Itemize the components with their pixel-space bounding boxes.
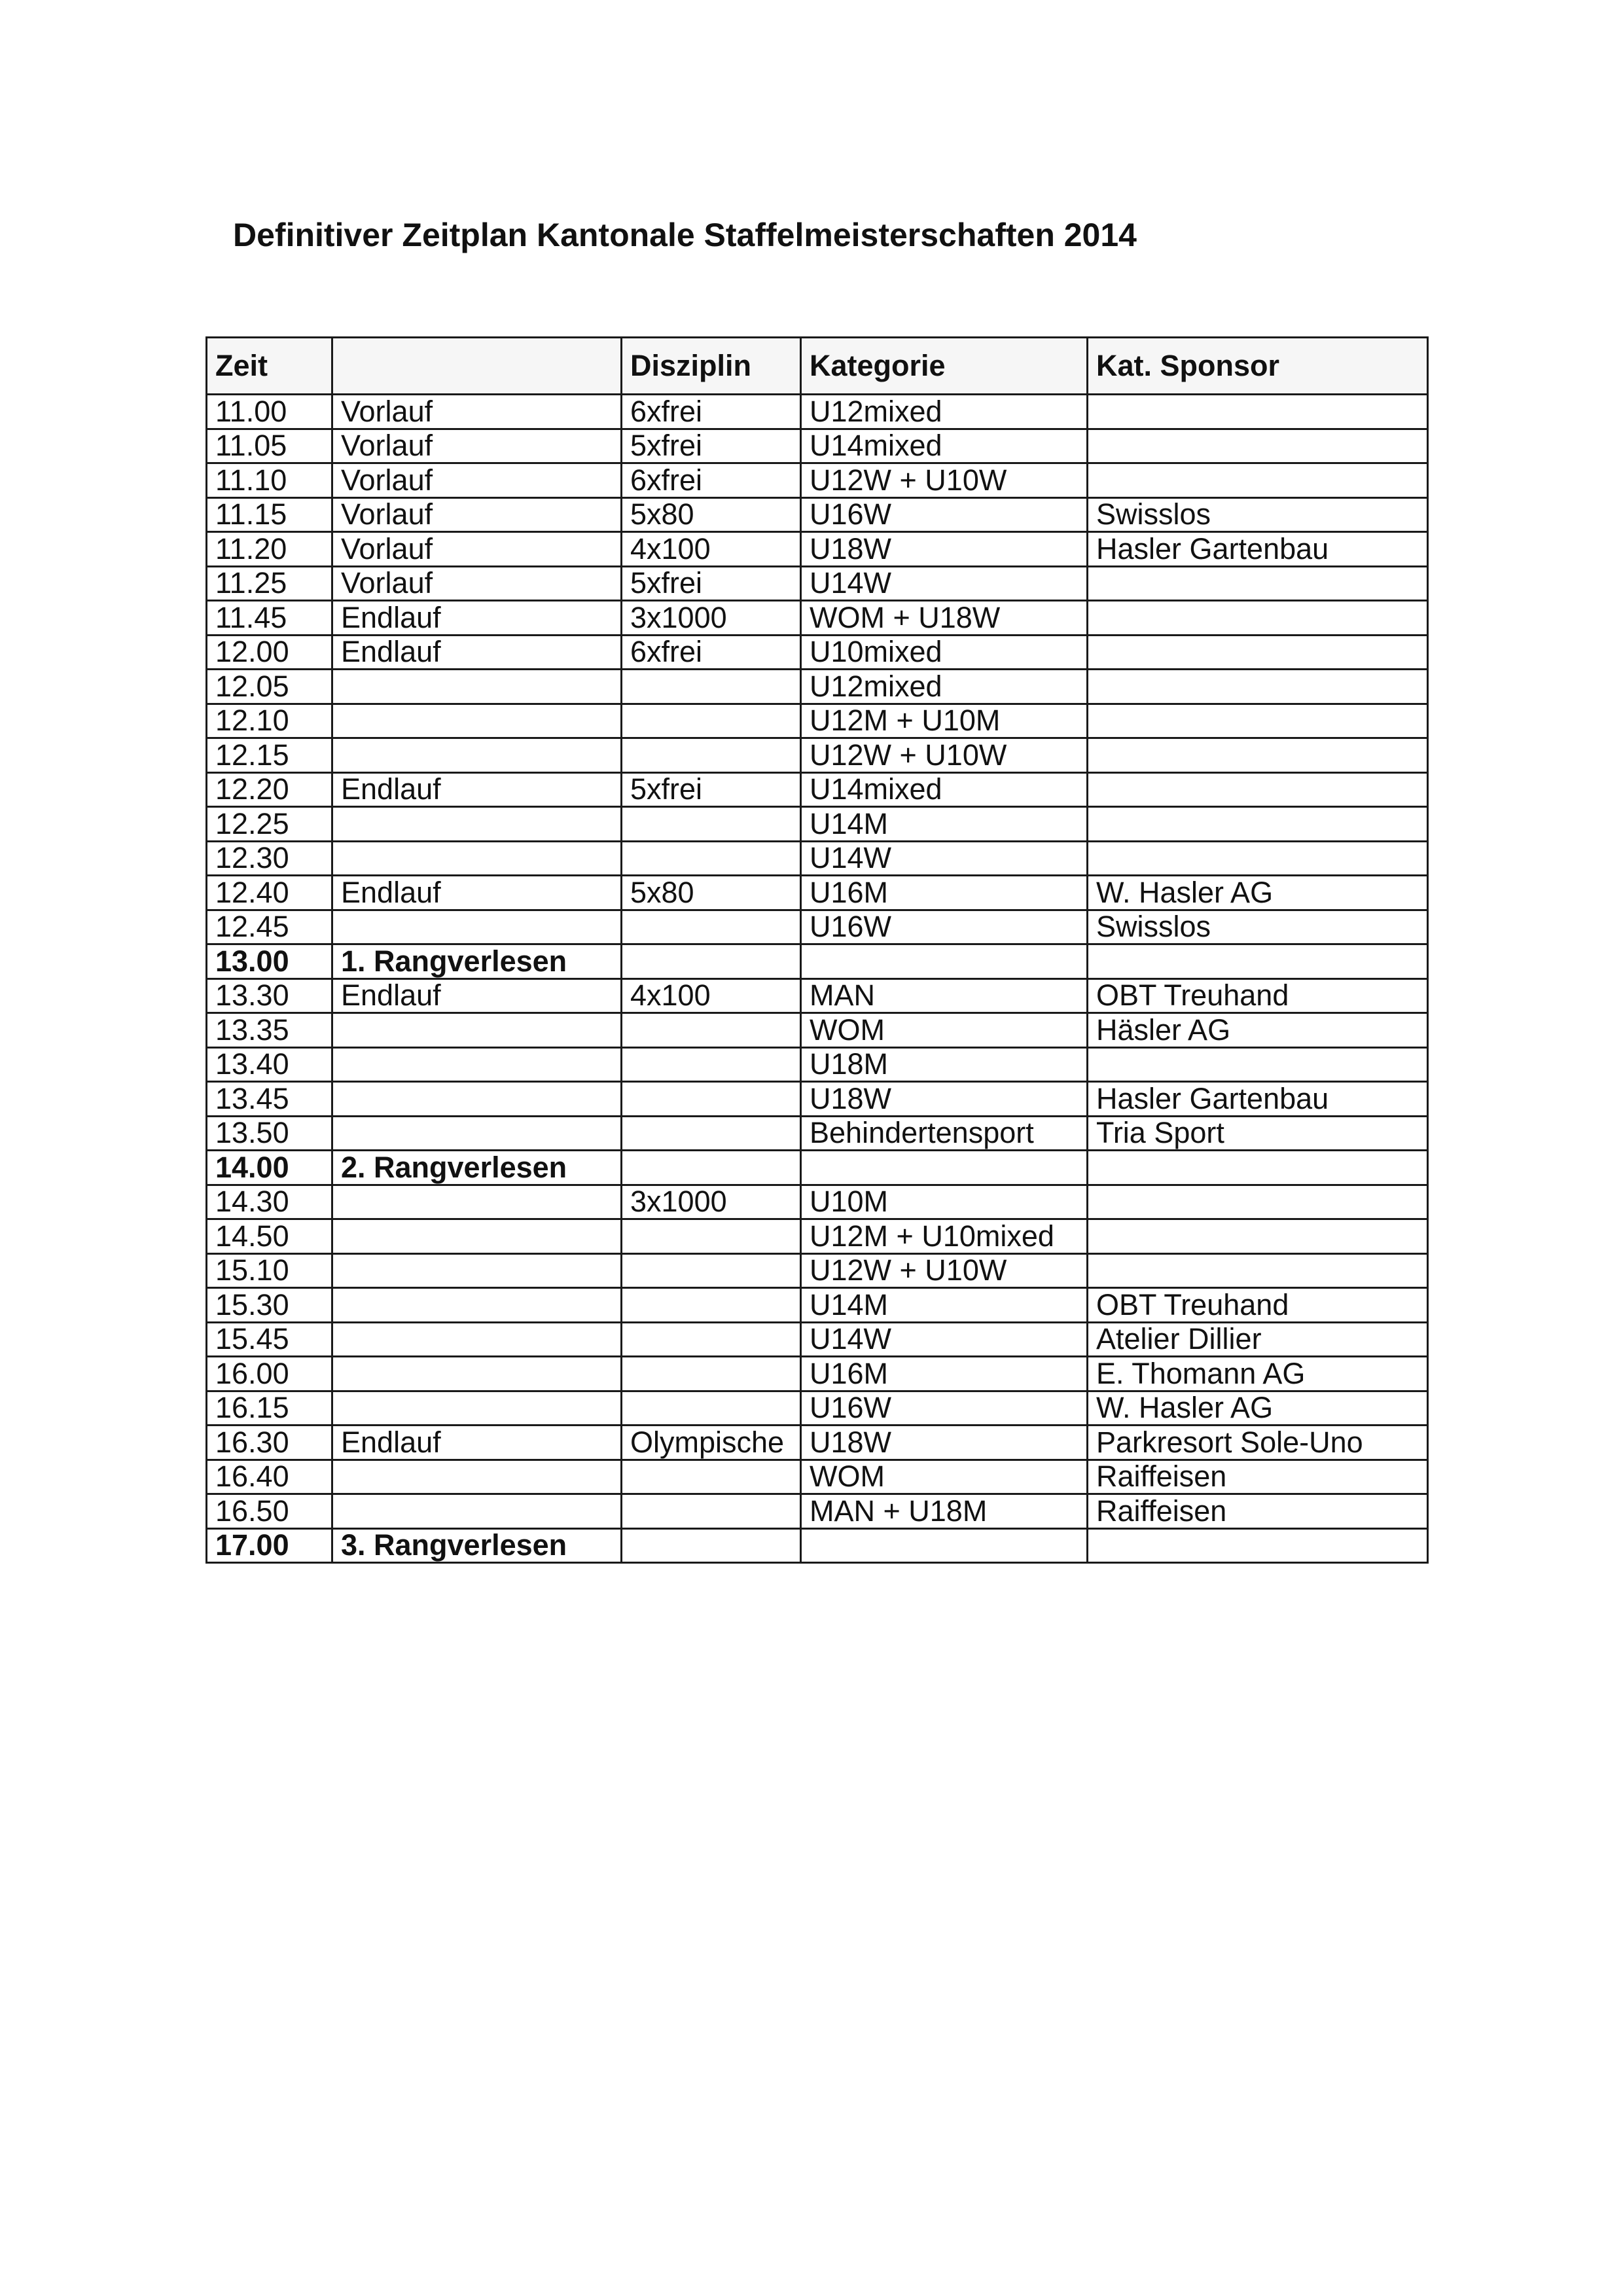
cell-zeit: 12.05: [207, 670, 332, 704]
cell-kategorie: U12W + U10W: [801, 1253, 1088, 1288]
cell-sponsor: OBT Treuhand: [1088, 978, 1428, 1013]
cell-zeit: 11.00: [207, 395, 332, 429]
cell-kategorie: WOM: [801, 1460, 1088, 1494]
table-row: [207, 841, 1428, 876]
cell-zeit: 13.45: [207, 1082, 332, 1117]
cell-lauf: [332, 1253, 622, 1288]
cell-disziplin: Olympische: [622, 1426, 801, 1460]
cell-sponsor: [1088, 566, 1428, 601]
cell-sponsor: Tria Sport: [1088, 1116, 1428, 1151]
header-kategorie: Kategorie: [801, 338, 1088, 395]
cell-zeit: 14.00: [207, 1151, 332, 1185]
table-row: [207, 1151, 1428, 1185]
cell-zeit: 12.00: [207, 635, 332, 670]
cell-sponsor: [1088, 704, 1428, 738]
cell-disziplin: [622, 841, 801, 876]
cell-kategorie: U18W: [801, 1082, 1088, 1117]
cell-disziplin: 4x100: [622, 978, 801, 1013]
cell-sponsor: Häsler AG: [1088, 1013, 1428, 1048]
table-row: [207, 1460, 1428, 1494]
cell-zeit: 16.15: [207, 1391, 332, 1426]
cell-disziplin: [622, 1082, 801, 1117]
cell-sponsor: [1088, 1219, 1428, 1254]
table-row: [207, 1219, 1428, 1254]
cell-lauf: Vorlauf: [332, 463, 622, 498]
cell-zeit: 16.50: [207, 1494, 332, 1529]
cell-kategorie: U12M + U10M: [801, 704, 1088, 738]
cell-sponsor: [1088, 1528, 1428, 1563]
cell-kategorie: MAN: [801, 978, 1088, 1013]
cell-kategorie: U12mixed: [801, 670, 1088, 704]
table-row: [207, 704, 1428, 738]
cell-kategorie: U14W: [801, 1322, 1088, 1357]
header-zeit: Zeit: [207, 338, 332, 395]
schedule-table: [205, 336, 1429, 1564]
cell-lauf: Vorlauf: [332, 497, 622, 532]
cell-zeit: 11.25: [207, 566, 332, 601]
cell-zeit: 13.30: [207, 978, 332, 1013]
table-row: [207, 1253, 1428, 1288]
cell-zeit: 13.00: [207, 944, 332, 979]
cell-sponsor: OBT Treuhand: [1088, 1288, 1428, 1323]
cell-sponsor: Parkresort Sole-Uno: [1088, 1426, 1428, 1460]
table-row: [207, 1426, 1428, 1460]
cell-disziplin: [622, 1151, 801, 1185]
table-row: [207, 429, 1428, 463]
table-row: [207, 635, 1428, 670]
cell-lauf: [332, 1357, 622, 1391]
cell-kategorie: U12mixed: [801, 395, 1088, 429]
table-row: [207, 1116, 1428, 1151]
cell-lauf: Vorlauf: [332, 395, 622, 429]
cell-disziplin: 6xfrei: [622, 463, 801, 498]
cell-disziplin: [622, 1013, 801, 1048]
cell-lauf: [332, 807, 622, 842]
cell-sponsor: W. Hasler AG: [1088, 876, 1428, 910]
cell-lauf: [332, 1116, 622, 1151]
cell-kategorie: MAN + U18M: [801, 1494, 1088, 1529]
table-row: [207, 1391, 1428, 1426]
cell-disziplin: [622, 807, 801, 842]
schedule-table-header: [207, 338, 1428, 395]
table-row: [207, 497, 1428, 532]
cell-lauf: Vorlauf: [332, 532, 622, 567]
cell-zeit: 14.30: [207, 1185, 332, 1219]
cell-disziplin: [622, 1322, 801, 1357]
cell-lauf: [332, 841, 622, 876]
table-row: [207, 807, 1428, 842]
cell-lauf: Endlauf: [332, 635, 622, 670]
cell-sponsor: Swisslos: [1088, 910, 1428, 944]
table-row: [207, 772, 1428, 807]
cell-lauf: [332, 670, 622, 704]
cell-zeit: 12.10: [207, 704, 332, 738]
cell-sponsor: [1088, 1151, 1428, 1185]
cell-kategorie: U16W: [801, 910, 1088, 944]
cell-disziplin: [622, 1219, 801, 1254]
cell-disziplin: 6xfrei: [622, 395, 801, 429]
cell-lauf: 1. Rangverlesen: [332, 944, 622, 979]
cell-zeit: 12.30: [207, 841, 332, 876]
cell-disziplin: [622, 704, 801, 738]
table-row: [207, 1528, 1428, 1563]
cell-disziplin: 5x80: [622, 497, 801, 532]
table-row: [207, 1357, 1428, 1391]
cell-lauf: [332, 1460, 622, 1494]
header-kat-sponsor: Kat. Sponsor: [1088, 338, 1428, 395]
cell-zeit: 16.00: [207, 1357, 332, 1391]
cell-kategorie: U14M: [801, 1288, 1088, 1323]
cell-zeit: 12.45: [207, 910, 332, 944]
cell-disziplin: 5xfrei: [622, 772, 801, 807]
header-disziplin: Disziplin: [622, 338, 801, 395]
cell-zeit: 15.30: [207, 1288, 332, 1323]
cell-lauf: [332, 1494, 622, 1529]
cell-disziplin: [622, 944, 801, 979]
table-row: [207, 601, 1428, 636]
cell-lauf: Endlauf: [332, 772, 622, 807]
cell-zeit: 13.40: [207, 1047, 332, 1082]
cell-lauf: Endlauf: [332, 601, 622, 636]
cell-disziplin: [622, 1357, 801, 1391]
cell-sponsor: Atelier Dillier: [1088, 1322, 1428, 1357]
cell-zeit: 17.00: [207, 1528, 332, 1563]
cell-zeit: 13.35: [207, 1013, 332, 1048]
table-row: [207, 1047, 1428, 1082]
header-row: [207, 338, 1428, 395]
cell-disziplin: 3x1000: [622, 1185, 801, 1219]
cell-lauf: [332, 704, 622, 738]
table-row: [207, 395, 1428, 429]
cell-lauf: [332, 1219, 622, 1254]
cell-kategorie: U16W: [801, 1391, 1088, 1426]
table-row: [207, 944, 1428, 979]
cell-lauf: [332, 1047, 622, 1082]
cell-sponsor: [1088, 395, 1428, 429]
cell-sponsor: E. Thomann AG: [1088, 1357, 1428, 1391]
table-row: [207, 1494, 1428, 1529]
cell-sponsor: [1088, 463, 1428, 498]
table-row: [207, 1082, 1428, 1117]
cell-sponsor: [1088, 601, 1428, 636]
cell-disziplin: [622, 1253, 801, 1288]
table-row: [207, 566, 1428, 601]
cell-lauf: [332, 1322, 622, 1357]
cell-kategorie: U10M: [801, 1185, 1088, 1219]
table-row: [207, 1185, 1428, 1219]
cell-sponsor: [1088, 1253, 1428, 1288]
cell-zeit: 12.20: [207, 772, 332, 807]
cell-lauf: Endlauf: [332, 1426, 622, 1460]
cell-disziplin: [622, 1047, 801, 1082]
cell-disziplin: [622, 738, 801, 773]
cell-disziplin: [622, 670, 801, 704]
cell-zeit: 12.15: [207, 738, 332, 773]
cell-sponsor: [1088, 635, 1428, 670]
cell-kategorie: U14mixed: [801, 429, 1088, 463]
cell-zeit: 16.40: [207, 1460, 332, 1494]
cell-lauf: [332, 1082, 622, 1117]
cell-kategorie: U12W + U10W: [801, 463, 1088, 498]
cell-sponsor: Raiffeisen: [1088, 1460, 1428, 1494]
cell-zeit: 15.10: [207, 1253, 332, 1288]
cell-zeit: 16.30: [207, 1426, 332, 1460]
table-row: [207, 532, 1428, 567]
cell-kategorie: Behindertensport: [801, 1116, 1088, 1151]
cell-zeit: 11.10: [207, 463, 332, 498]
cell-sponsor: Swisslos: [1088, 497, 1428, 532]
cell-lauf: 2. Rangverlesen: [332, 1151, 622, 1185]
cell-kategorie: U12M + U10mixed: [801, 1219, 1088, 1254]
cell-zeit: 11.15: [207, 497, 332, 532]
table-row: [207, 670, 1428, 704]
cell-disziplin: [622, 1528, 801, 1563]
table-row: [207, 876, 1428, 910]
cell-kategorie: WOM: [801, 1013, 1088, 1048]
header-lauf: [332, 338, 622, 395]
cell-lauf: [332, 1185, 622, 1219]
cell-disziplin: [622, 910, 801, 944]
cell-disziplin: [622, 1460, 801, 1494]
cell-disziplin: 5x80: [622, 876, 801, 910]
cell-sponsor: Hasler Gartenbau: [1088, 532, 1428, 567]
cell-sponsor: [1088, 1185, 1428, 1219]
cell-sponsor: [1088, 1047, 1428, 1082]
schedule-table-body: [207, 395, 1428, 1563]
cell-zeit: 13.50: [207, 1116, 332, 1151]
cell-sponsor: [1088, 670, 1428, 704]
cell-lauf: [332, 1391, 622, 1426]
cell-zeit: 11.45: [207, 601, 332, 636]
cell-kategorie: U16M: [801, 1357, 1088, 1391]
cell-sponsor: [1088, 944, 1428, 979]
cell-lauf: Vorlauf: [332, 429, 622, 463]
cell-kategorie: U16W: [801, 497, 1088, 532]
cell-sponsor: [1088, 429, 1428, 463]
cell-disziplin: [622, 1116, 801, 1151]
cell-disziplin: 4x100: [622, 532, 801, 567]
cell-lauf: Endlauf: [332, 876, 622, 910]
cell-zeit: 15.45: [207, 1322, 332, 1357]
table-row: [207, 1013, 1428, 1048]
cell-zeit: 11.05: [207, 429, 332, 463]
cell-sponsor: Raiffeisen: [1088, 1494, 1428, 1529]
cell-sponsor: [1088, 772, 1428, 807]
cell-kategorie: [801, 944, 1088, 979]
cell-sponsor: [1088, 841, 1428, 876]
cell-lauf: [332, 1288, 622, 1323]
cell-zeit: 12.40: [207, 876, 332, 910]
cell-kategorie: U16M: [801, 876, 1088, 910]
cell-lauf: 3. Rangverlesen: [332, 1528, 622, 1563]
cell-lauf: [332, 1013, 622, 1048]
cell-disziplin: [622, 1391, 801, 1426]
cell-kategorie: [801, 1151, 1088, 1185]
cell-kategorie: U12W + U10W: [801, 738, 1088, 773]
cell-zeit: 11.20: [207, 532, 332, 567]
cell-disziplin: [622, 1288, 801, 1323]
cell-sponsor: [1088, 738, 1428, 773]
cell-zeit: 14.50: [207, 1219, 332, 1254]
cell-lauf: [332, 910, 622, 944]
cell-kategorie: U18W: [801, 1426, 1088, 1460]
cell-kategorie: U18M: [801, 1047, 1088, 1082]
cell-disziplin: 6xfrei: [622, 635, 801, 670]
cell-kategorie: U10mixed: [801, 635, 1088, 670]
cell-kategorie: WOM + U18W: [801, 601, 1088, 636]
cell-sponsor: [1088, 807, 1428, 842]
table-row: [207, 1288, 1428, 1323]
cell-kategorie: U14W: [801, 566, 1088, 601]
cell-lauf: Vorlauf: [332, 566, 622, 601]
cell-sponsor: W. Hasler AG: [1088, 1391, 1428, 1426]
cell-kategorie: U14M: [801, 807, 1088, 842]
table-row: [207, 1322, 1428, 1357]
table-row: [207, 463, 1428, 498]
table-row: [207, 738, 1428, 773]
cell-kategorie: U14mixed: [801, 772, 1088, 807]
cell-zeit: 12.25: [207, 807, 332, 842]
cell-disziplin: 5xfrei: [622, 566, 801, 601]
cell-kategorie: U18W: [801, 532, 1088, 567]
page-title: Definitiver Zeitplan Kantonale Staffelmeisterschaften 2014: [233, 217, 1137, 253]
cell-disziplin: 5xfrei: [622, 429, 801, 463]
table-row: [207, 910, 1428, 944]
cell-lauf: Endlauf: [332, 978, 622, 1013]
table-row: [207, 978, 1428, 1013]
cell-disziplin: [622, 1494, 801, 1529]
cell-lauf: [332, 738, 622, 773]
cell-sponsor: Hasler Gartenbau: [1088, 1082, 1428, 1117]
cell-kategorie: U14W: [801, 841, 1088, 876]
cell-kategorie: [801, 1528, 1088, 1563]
cell-disziplin: 3x1000: [622, 601, 801, 636]
